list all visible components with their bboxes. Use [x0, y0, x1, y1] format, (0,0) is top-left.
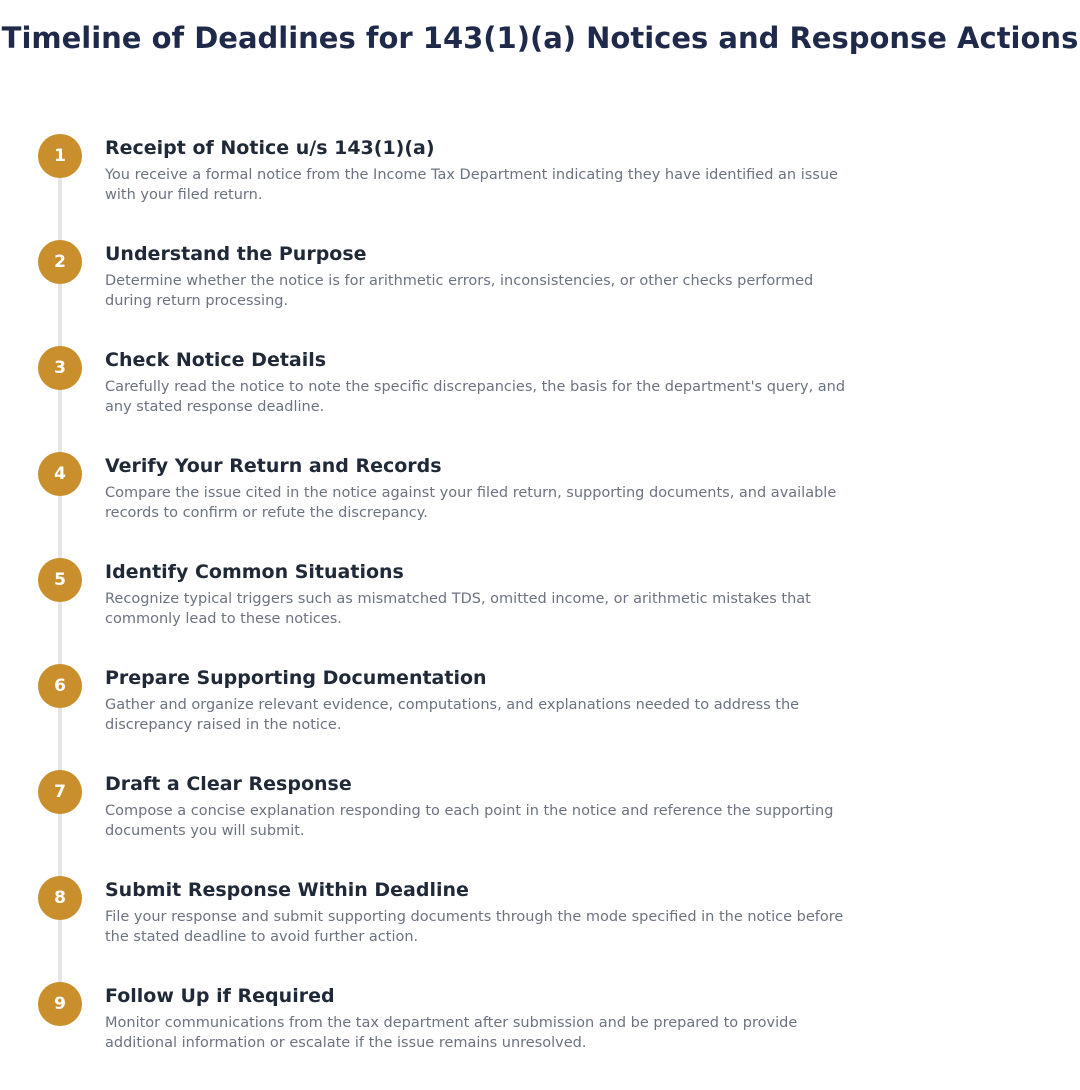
step-title: Understand the Purpose [105, 243, 367, 265]
step-description: Compose a concise explanation responding to each point in the notice and reference the supporting documents you will submit. [105, 803, 834, 839]
timeline-step-9 [0, 982, 1080, 1072]
step-description: Compare the issue cited in the notice against your filed return, supporting documents, and available records to confirm or refute the discrepancy. [105, 485, 837, 521]
step-title: Receipt of Notice u/s 143(1)(a) [105, 137, 435, 159]
step-description: File your response and submit supporting documents through the mode specified in the notice before the stated deadline to avoid further action. [105, 909, 844, 945]
timeline-step-4 [0, 452, 1080, 542]
step-title: Submit Response Within Deadline [105, 879, 469, 901]
timeline-step-8 [0, 876, 1080, 966]
step-number-badge: 7 [38, 770, 82, 814]
step-number-badge: 3 [38, 346, 82, 390]
step-description: Determine whether the notice is for arithmetic errors, inconsistencies, or other checks performed during return processing. [105, 273, 814, 309]
step-title: Draft a Clear Response [105, 773, 352, 795]
timeline-step-1 [0, 134, 1080, 224]
step-number-badge: 9 [38, 982, 82, 1026]
step-number-badge: 4 [38, 452, 82, 496]
step-number-badge: 1 [38, 134, 82, 178]
timeline-step-7 [0, 770, 1080, 860]
step-description: Carefully read the notice to note the specific discrepancies, the basis for the department's query, and any stated response deadline. [105, 379, 846, 415]
page-title: Timeline of Deadlines for 143(1)(a) Notices and Response Actions [1, 21, 1079, 55]
step-title: Follow Up if Required [105, 985, 335, 1007]
step-title: Check Notice Details [105, 349, 327, 371]
step-description: Gather and organize relevant evidence, computations, and explanations needed to address the discrepancy raised in the notice. [105, 697, 800, 733]
step-description: You receive a formal notice from the Income Tax Department indicating they have identified an issue with your filed return. [105, 167, 838, 203]
step-number-badge: 8 [38, 876, 82, 920]
step-description: Recognize typical triggers such as mismatched TDS, omitted income, or arithmetic mistakes that commonly lead to these notices. [105, 591, 811, 627]
timeline-step-3 [0, 346, 1080, 436]
timeline-step-2 [0, 240, 1080, 330]
timeline-step-6 [0, 664, 1080, 754]
step-title: Prepare Supporting Documentation [105, 667, 487, 689]
step-title: Identify Common Situations [105, 561, 404, 583]
timeline-step-5 [0, 558, 1080, 648]
step-description: Monitor communications from the tax department after submission and be prepared to provide additional information or escalate if the issue remains unresolved. [105, 1015, 798, 1051]
step-number-badge: 6 [38, 664, 82, 708]
step-title: Verify Your Return and Records [105, 455, 442, 477]
step-number-badge: 5 [38, 558, 82, 602]
step-number-badge: 2 [38, 240, 82, 284]
